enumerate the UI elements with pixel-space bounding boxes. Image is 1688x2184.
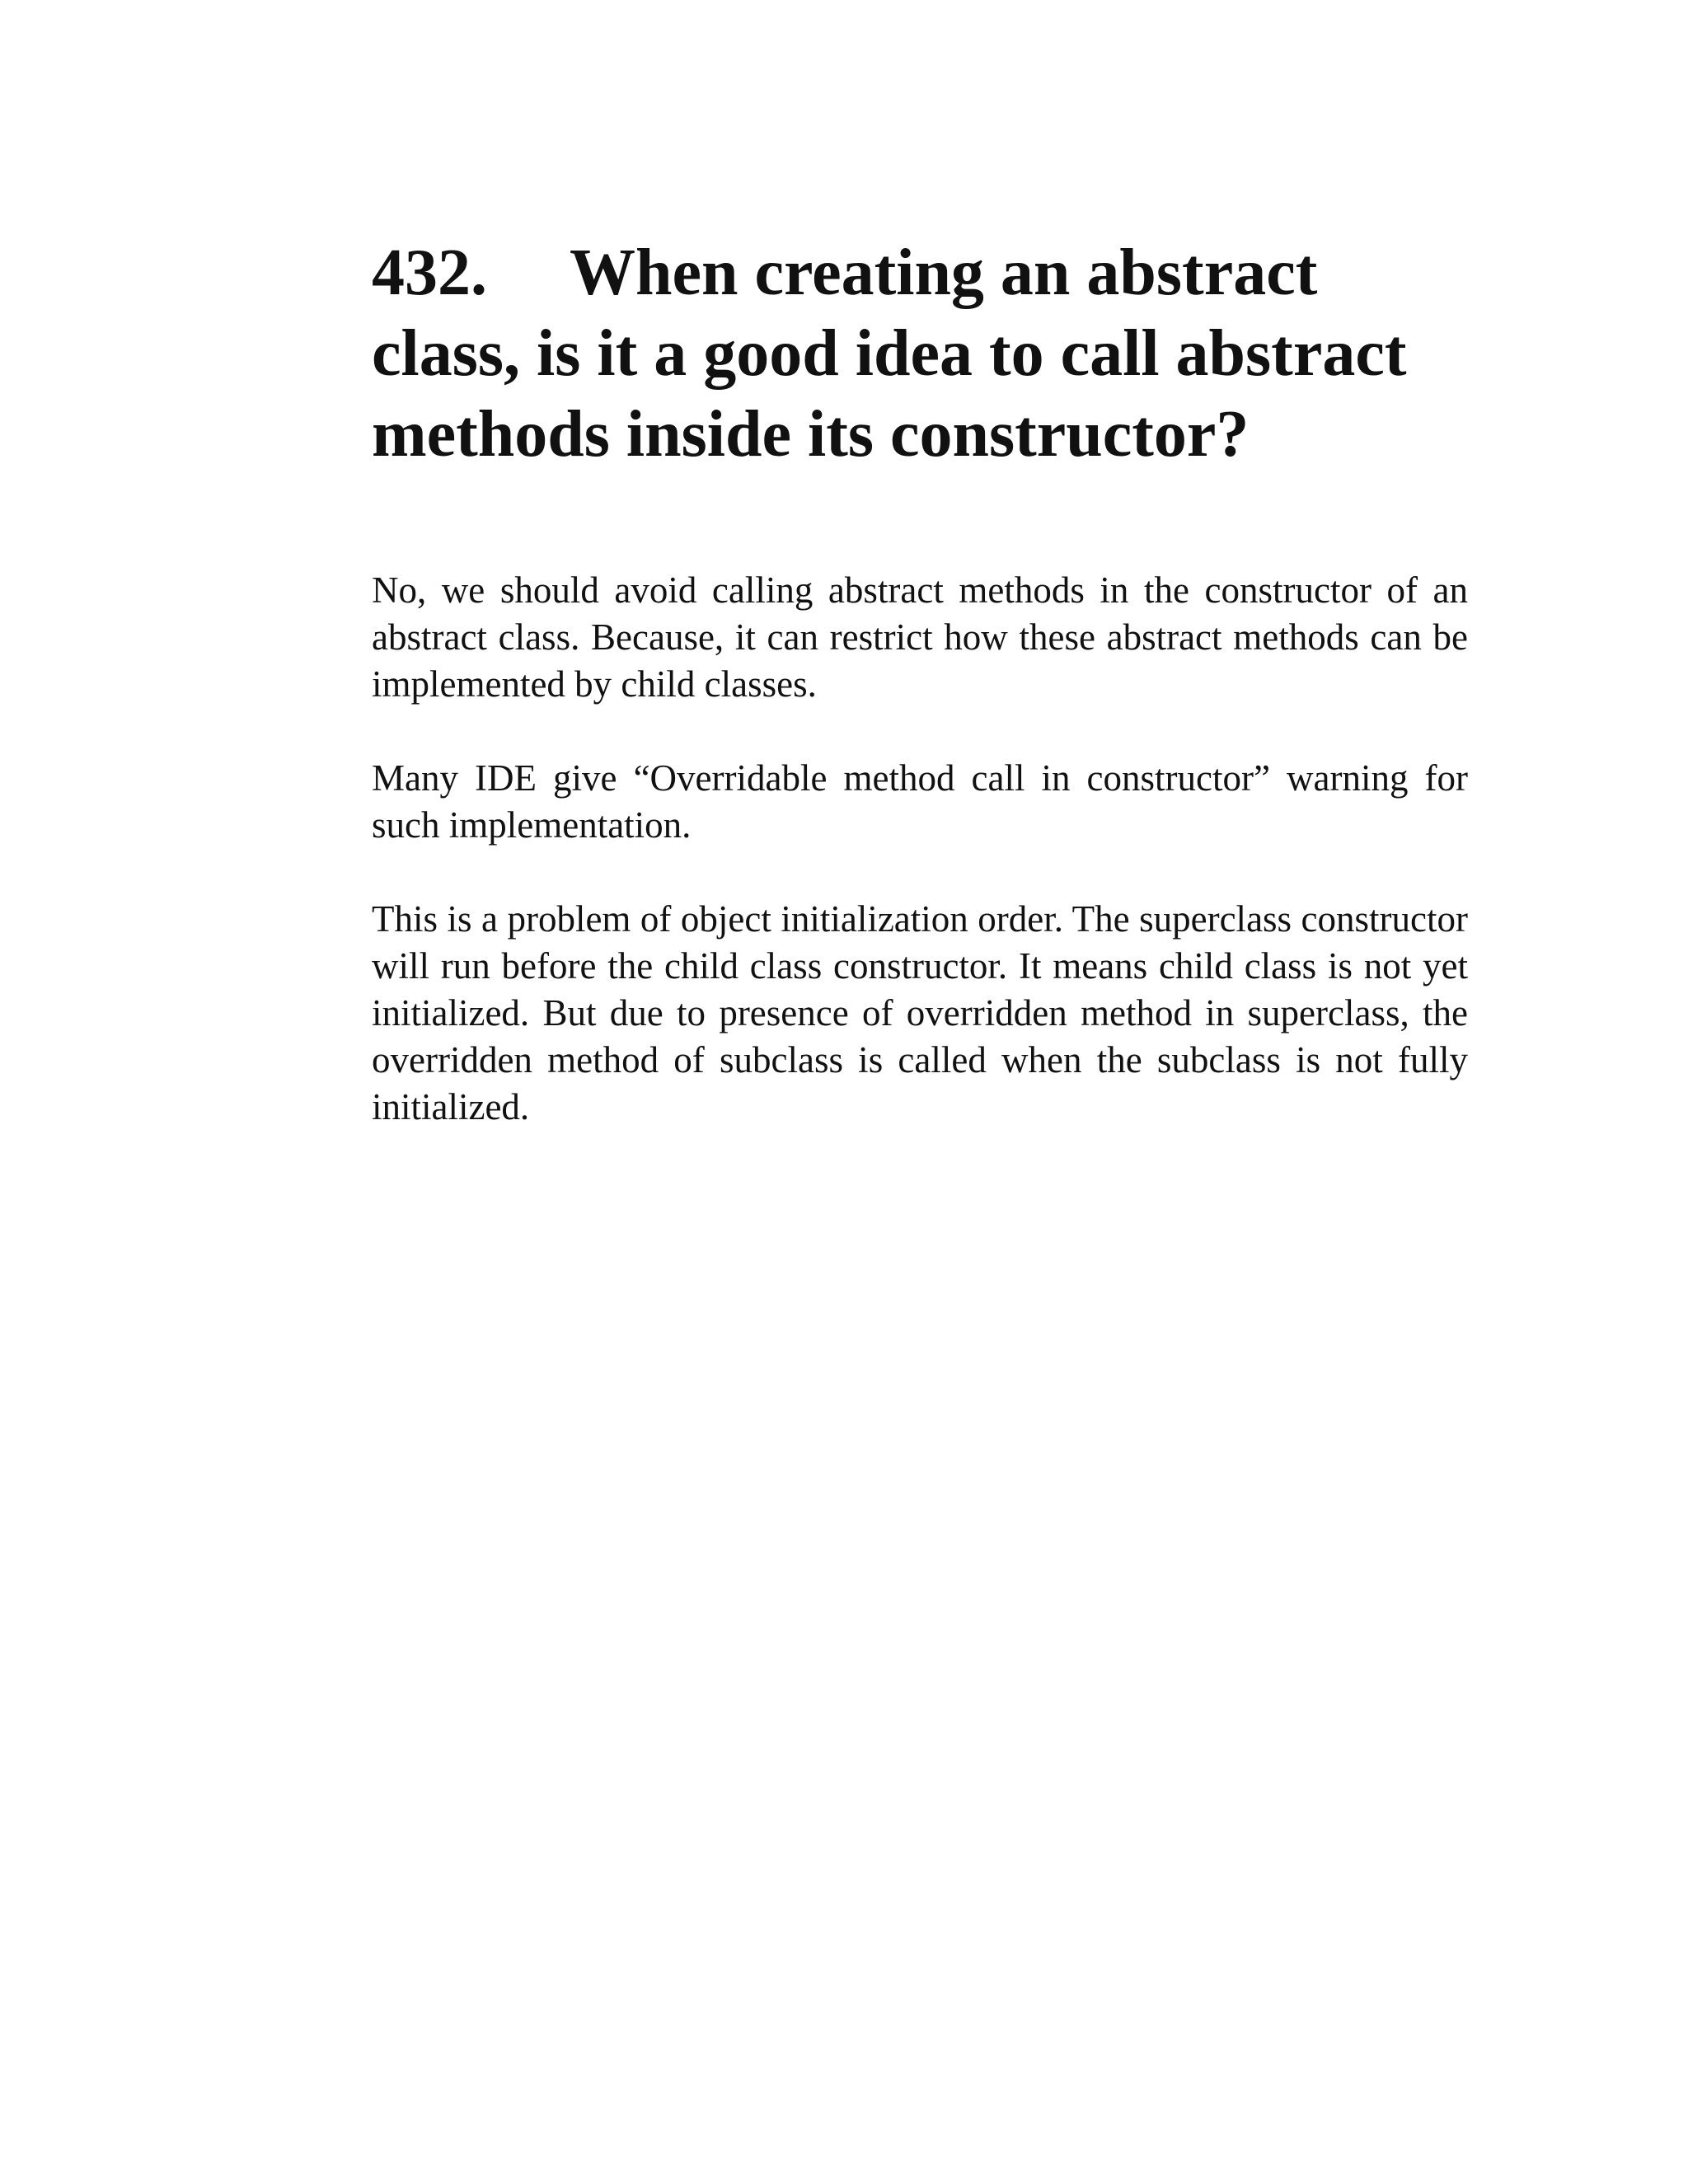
answer-paragraph-2: Many IDE give “Overridable method call in constructor” warning for such implementation. (372, 757, 1468, 846)
question-heading (372, 232, 1468, 475)
question-number: 432. (372, 237, 487, 309)
question-title: When creating an abstract class, is it a good idea to call abstract methods inside its constructor? (372, 237, 1407, 471)
answer-paragraph-1: No, we should avoid calling abstract methods in the constructor of an abstract class. Because, it can restrict how these abstract methods can be implemented by child classes. (372, 569, 1468, 705)
answer-paragraph-3: This is a problem of object initialization order. The superclass constructor will run before the child class constructor. It means child class is not yet initialized. But due to presence of overridden method in superclass, the overridden method of subclass is called when the subclass is not fully initialized. (372, 898, 1468, 1127)
page-content (372, 232, 1468, 1131)
